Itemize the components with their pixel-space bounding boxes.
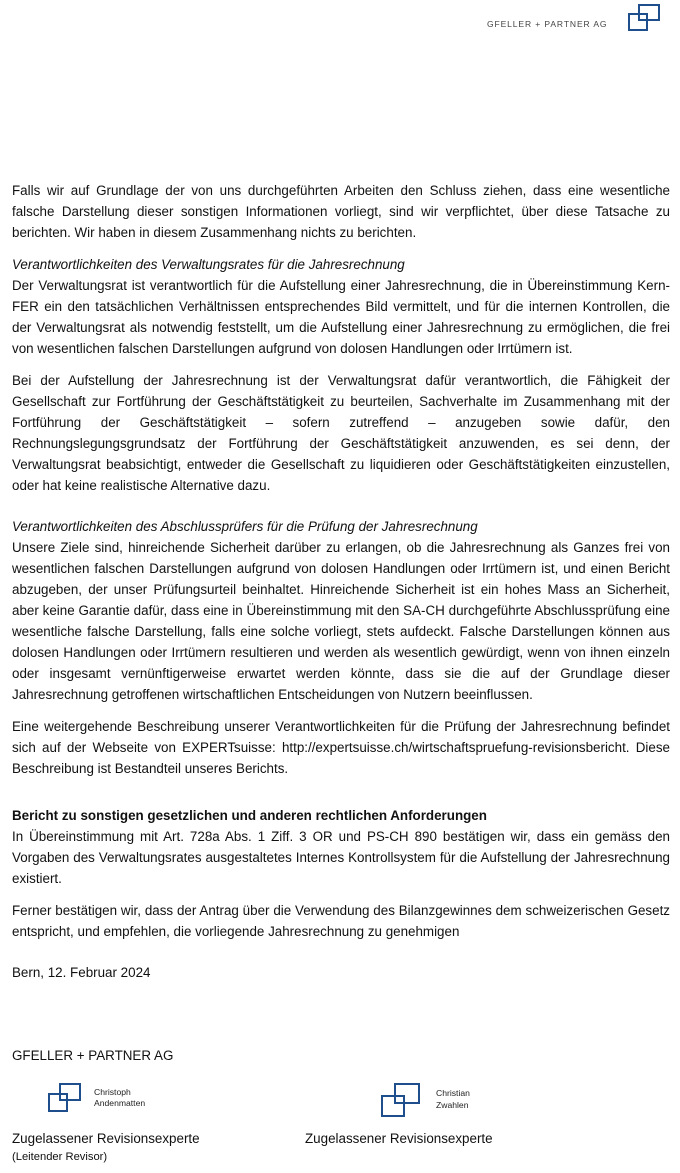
board-paragraph-2: Bei der Aufstellung der Jahresrechnung ist der Verwaltungsrat dafür verantwortlich, die Fähigkeit der Gesellschaft zur Fortführung der Geschäftstätigkeit zu beurteilen, Sachverhalte im Zusammenhang mit der Fortführung der Geschäftstätigkeit – sofern zutreffend – anzugeben sowie dafür, den Rechnungslegungsgrundsatz der Fortführung der Geschäftstätigkeit anzuwenden, es sei denn, der Verwaltungsrat beabsichtigt, entweder die Gesellschaft zu liquidieren oder Geschäftstätigkeiten einzustellen, oder hat keine realistische Alternative dazu. [12, 373, 670, 493]
signatory-2-last-name: Zwahlen [436, 1100, 469, 1110]
auditor-responsibility-heading: Verantwortlichkeiten des Abschlussprüfers für die Prüfung der Jahresrechnung [12, 519, 478, 534]
signature-logo-2 [381, 1083, 421, 1118]
signatory-2-first-name: Christian [436, 1088, 470, 1098]
signatory-2-title: Zugelassener Revisionsexperte [305, 1131, 493, 1146]
legal-paragraph-2: Ferner bestätigen wir, dass der Antrag über die Verwendung des Bilanzgewinnes dem schweizerischen Gesetz entspricht, und empfehlen, die vorliegende Jahresrechnung zu genehmigen [12, 903, 670, 939]
legal-requirements-heading: Bericht zu sonstigen gesetzlichen und anderen rechtlichen Anforderungen [12, 808, 487, 823]
place-date: Bern, 12. Februar 2024 [12, 965, 151, 980]
legal-paragraph-1: In Übereinstimmung mit Art. 728a Abs. 1 Ziff. 3 OR und PS-CH 890 bestätigen wir, dass ein gemäss den Vorgaben des Verwaltungsrates ausgestaltetes Internes Kontrollsystem für die Aufstellung der Jahresrechnung existiert. [12, 829, 670, 886]
firm-signature: GFELLER + PARTNER AG [12, 1048, 174, 1063]
auditor-paragraph-2: Eine weitergehende Beschreibung unserer Verantwortlichkeiten für die Prüfung der Jahresrechnung befindet sich auf der Webseite von EXPERTsuisse: http://expertsuisse.ch/wirtschaftspruefung-revisionsbericht. Diese Beschreibung ist Bestandteil unseres Berichts. [12, 719, 670, 776]
intro-paragraph: Falls wir auf Grundlage der von uns durchgeführten Arbeiten den Schluss ziehen, dass eine wesentliche falsche Darstellung dieser sonstigen Informationen vorliegt, sind wir verpflichtet, über diese Tatsache zu berichten. Wir haben in diesem Zusammenhang nichts zu berichten. [12, 183, 670, 240]
signature-logo-1 [48, 1083, 82, 1113]
company-logo [628, 4, 662, 32]
signatory-1-role: (Leitender Revisor) [12, 1151, 108, 1163]
board-paragraph-1: Der Verwaltungsrat ist verantwortlich für die Aufstellung einer Jahresrechnung, die in Übereinstimmung Kern-FER ein den tatsächlichen Verhältnissen entsprechendes Bild vermittelt, und für die internen Kontrollen, die der Verwaltungsrat als notwendig feststellt, um die Aufstellung einer Jahresrechnung zu ermöglichen, die frei von wesentlichen falschen Darstellungen aufgrund von dolosen Handlungen oder Irrtümern ist. [12, 278, 670, 356]
auditor-paragraph-1: Unsere Ziele sind, hinreichende Sicherheit darüber zu erlangen, ob die Jahresrechnung als Ganzes frei von wesentlichen falschen Darstellungen aufgrund von dolosen Handlungen oder Irrtümern ist, und einen Bericht abzugeben, der unser Prüfungsurteil beinhaltet. Hinreichende Sicherheit ist ein hohes Mass an Sicherheit, aber keine Garantie dafür, dass eine in Übereinstimmung mit den SA-CH durchgeführte Abschlussprüfung eine wesentliche falsche Darstellung, falls eine solche vorliegt, stets aufdeckt. Falsche Darstellungen können aus dolosen Handlungen oder Irrtümern resultieren und werden als wesentlich gewürdigt, wenn von ihnen einzeln oder insgesamt vernünftigerweise erwartet werden könnte, dass sie die auf der Grundlage dieser Jahresrechnung getroffenen wirtschaftlichen Entscheidungen von Nutzern beeinflussen. [12, 540, 670, 702]
board-responsibility-heading: Verantwortlichkeiten des Verwaltungsrates für die Jahresrechnung [12, 257, 405, 272]
signatory-1-title: Zugelassener Revisionsexperte [12, 1131, 200, 1146]
header-firm-name: GFELLER + PARTNER AG [487, 19, 608, 29]
signatory-1-last-name: Andenmatten [94, 1098, 146, 1108]
signatory-1-first-name: Christoph [94, 1087, 131, 1097]
report-body [12, 180, 670, 983]
